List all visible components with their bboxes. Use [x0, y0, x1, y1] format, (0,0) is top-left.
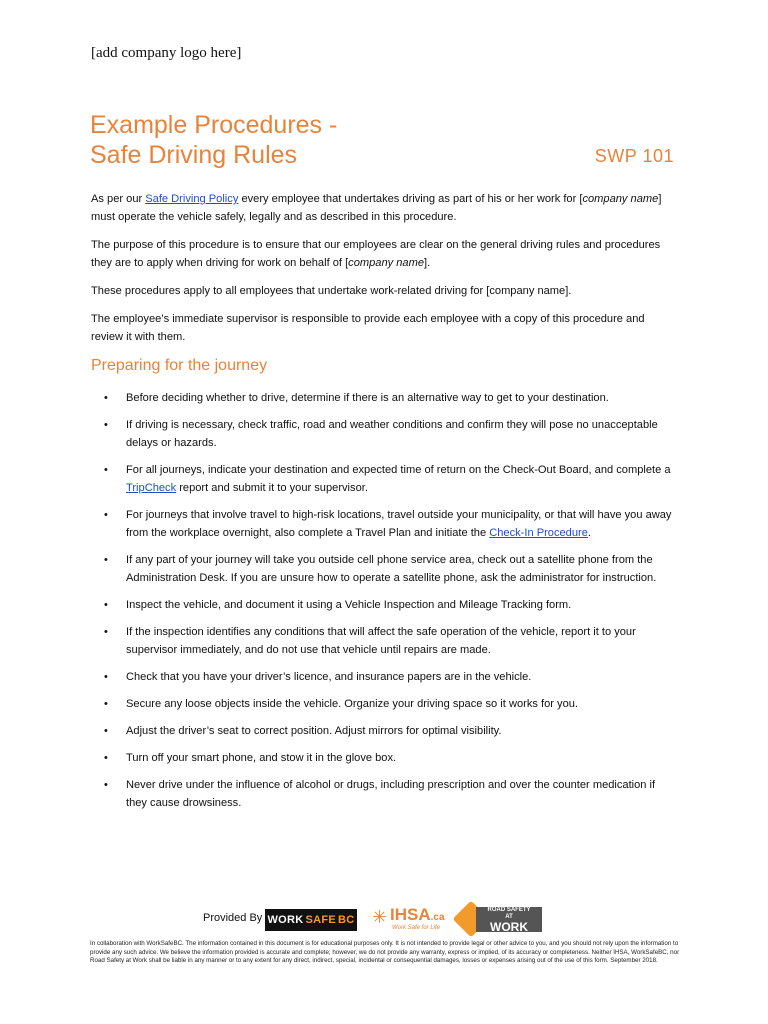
rsw-line-3: WORK [490, 920, 528, 934]
list-item [91, 722, 677, 740]
worksafebc-logo [265, 909, 357, 931]
road-safety-at-work-logo [458, 904, 544, 934]
list-item [91, 551, 677, 587]
worksafe-safe-text: SAFE [305, 914, 337, 926]
company-name-placeholder: company name [582, 193, 659, 205]
list-item-text: If driving is necessary, check traffic, road and weather conditions and confirm they will pose no unacceptable delays or hazards. [126, 419, 658, 449]
intro-paragraph-3: These procedures apply to all employees that undertake work-related driving for [company name]. [91, 285, 572, 297]
list-item [91, 695, 677, 713]
ihsa-ca-text: .ca [430, 912, 445, 923]
title-line-1: Example Procedures - [90, 111, 338, 139]
intro-section [91, 190, 677, 356]
bullet-icon: • [104, 599, 108, 611]
safe-driving-policy-link[interactable]: Safe Driving Policy [145, 193, 239, 205]
list-item-text: Adjust the driver’s seat to correct position. Adjust mirrors for optimal visibility. [126, 725, 502, 737]
list-item-text: Never drive under the influence of alcohol or drugs, including prescription and over the counter medication if they cause drowsiness. [126, 779, 656, 809]
list-item-text: Secure any loose objects inside the vehicle. Organize your driving space so it works for you. [126, 698, 578, 710]
list-item [91, 506, 677, 542]
rsw-line-2: AT [505, 914, 513, 920]
list-item [91, 389, 677, 407]
list-item [91, 416, 677, 452]
list-item-text: report and submit it to your supervisor. [176, 482, 368, 494]
text: The purpose of this procedure is to ensure that our employees are clear on the general driving rules and procedures they are to apply when driving for work on behalf of [ [91, 239, 661, 269]
list-item-text: Turn off your smart phone, and stow it in the glove box. [126, 752, 397, 764]
disclaimer-text: In collaboration with WorkSafeBC. The information contained in this document is for educational purposes only. It is not intended to provide legal or other advice to you, and you should not rely upon the information to provide any such advice. We believe the information provided is accurate and complete; however, we do not provide any warranty, express or implied, of its accuracy or completeness. Neither IHSA, WorkSafeBC, nor Road Safety at Work shall be liable in any manner or to any extent for any direct, indirect, special, incidental or consequential damages, losses or expenses arising out of the use of this form. September 2018. [90, 940, 680, 964]
ihsa-name-text: IHSA [390, 905, 431, 924]
list-item-text: If the inspection identifies any conditions that will affect the safe operation of the vehicle, report it to your supervisor immediately, and do not use that vehicle until repairs are made. [126, 626, 636, 656]
bullet-icon: • [104, 392, 108, 404]
tripcheck-link[interactable]: TripCheck [126, 482, 177, 494]
bullet-icon: • [104, 671, 108, 683]
list-item-text: If any part of your journey will take you outside cell phone service area, check out a satellite phone from the Administration Desk. If you are unsure how to operate a satellite phone, ask the administrator for instruction. [126, 554, 657, 584]
text: every employee that undertakes driving as part of his or her work for [ [238, 193, 583, 205]
provided-by-label: Provided By [203, 912, 263, 924]
list-item-text: . [587, 527, 591, 539]
list-item [91, 461, 677, 497]
company-name-placeholder: company name [348, 257, 425, 269]
ihsa-name [390, 905, 445, 925]
ihsa-mark-icon: ✳ [372, 907, 388, 927]
rsw-text-box [476, 907, 542, 932]
intro-paragraph-2 [91, 236, 677, 272]
text: As per our [91, 193, 146, 205]
bullet-icon: • [104, 752, 108, 764]
check-in-procedure-link[interactable]: Check-In Procedure [489, 527, 588, 539]
bullet-icon: • [104, 419, 108, 431]
section-heading: Preparing for the journey [91, 357, 268, 374]
list-item-text: For journeys that involve travel to high-risk locations, travel outside your municipality, or that will have you away from the workplace overnight, also complete a Travel Plan and initiate the [126, 509, 672, 539]
list-item-text: For all journeys, indicate your destination and expected time of return on the Check-Out Board, and complete a [126, 464, 671, 476]
list-item [91, 596, 677, 614]
list-item [91, 623, 677, 659]
logo-placeholder: [add company logo here] [91, 45, 242, 61]
bullet-icon: • [104, 509, 108, 521]
bullet-icon: • [104, 554, 108, 566]
list-item [91, 776, 677, 812]
procedure-list [91, 389, 677, 821]
bullet-icon: • [104, 698, 108, 710]
text: ]. [424, 257, 431, 269]
document-title [90, 110, 337, 170]
list-item-text: Inspect the vehicle, and document it using a Vehicle Inspection and Mileage Tracking form. [126, 599, 572, 611]
list-item-text: Before deciding whether to drive, determine if there is an alternative way to get to your destination. [126, 392, 609, 404]
ihsa-logo [372, 905, 452, 935]
bullet-icon: • [104, 779, 108, 791]
bullet-icon: • [104, 725, 108, 737]
ihsa-tagline: Work Safe for Life [392, 925, 441, 931]
intro-paragraph-1 [91, 190, 677, 226]
document-code: SWP 101 [594, 146, 674, 166]
title-line-2: Safe Driving Rules [90, 141, 298, 169]
bullet-icon: • [104, 464, 108, 476]
worksafe-work-text: WORK [267, 914, 304, 926]
worksafe-bc-text: BC [338, 914, 355, 926]
list-item [91, 668, 677, 686]
list-item-text: Check that you have your driver’s licence, and insurance papers are in the vehicle. [126, 671, 532, 683]
bullet-icon: • [104, 626, 108, 638]
text: ] must operate the vehicle safely, legally and as described in this procedure. [91, 193, 662, 223]
list-item [91, 749, 677, 767]
rsw-line-1: ROAD SAFETY [487, 907, 531, 913]
intro-paragraph-4: The employee’s immediate supervisor is responsible to provide each employee with a copy of this procedure and review it with them. [91, 313, 645, 343]
